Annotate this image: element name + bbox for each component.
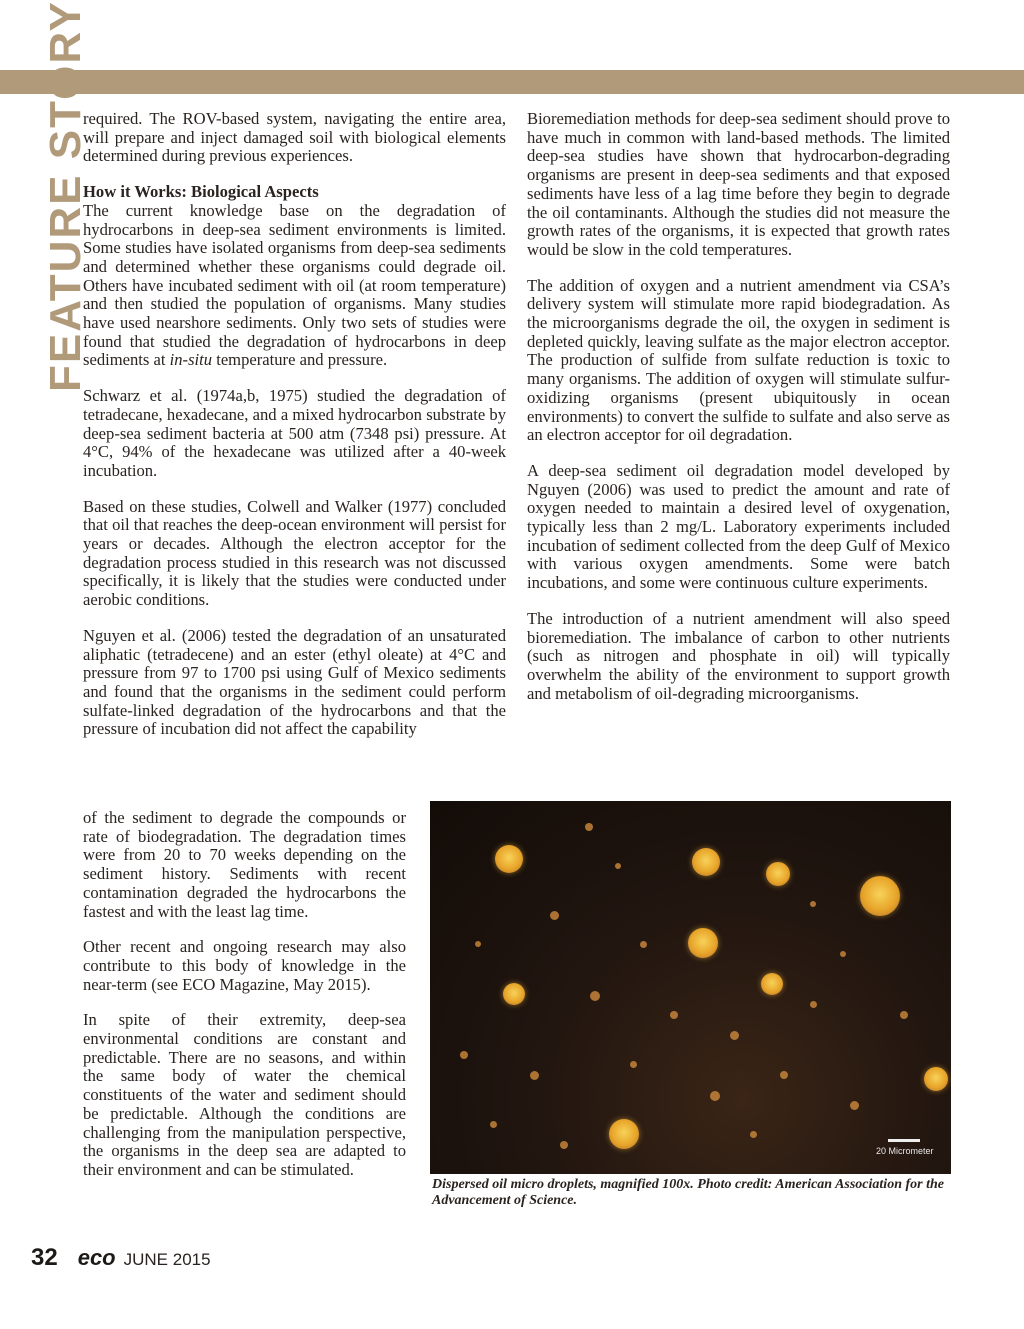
small-droplet xyxy=(780,1071,788,1079)
left-column xyxy=(83,110,506,756)
oil-droplet xyxy=(761,973,783,995)
small-droplet xyxy=(840,951,846,957)
paragraph: Bioremediation methods for deep-sea sediment should prove to have much in common with land-based methods. The limited deep-sea studies have shown that hydrocarbon-degrading organisms are present in deep-sea sediments and that exposed sediments have less of a lag time before they begin to degrade the oil contaminants. Although the studies did not measure the growth rates of the organisms, it is expected that growth rates would be slow in the cold temperatures. xyxy=(527,109,950,259)
oil-droplet xyxy=(495,845,523,873)
small-droplet xyxy=(585,823,593,831)
small-droplet xyxy=(560,1141,568,1149)
small-droplet xyxy=(730,1031,739,1040)
paragraph: Other recent and ongoing research may also contribute to this body of knowledge in the near-term (see ECO Magazine, May 2015). xyxy=(83,937,406,994)
oil-droplet xyxy=(860,876,900,916)
paragraph: Schwarz et al. (1974a,b, 1975) studied the degradation of tetradecane, hexadecane, and a mixed hydrocarbon substrate by deep-sea sediment bacteria at 500 atm (7348 psi) pressure. At 4°C, 94% of the hexadecane was utilized after a 40-week incubation. xyxy=(83,386,506,480)
oil-droplet xyxy=(609,1119,639,1149)
small-droplet xyxy=(630,1061,637,1068)
oil-droplet xyxy=(924,1067,948,1091)
oil-droplet xyxy=(688,928,718,958)
small-droplet xyxy=(640,941,647,948)
header-bar xyxy=(0,70,1024,94)
narrow-column xyxy=(83,809,406,1197)
small-droplet xyxy=(490,1121,497,1128)
section-label: FEATURE STORY xyxy=(41,0,90,392)
oil-droplets-photo xyxy=(430,801,951,1174)
oil-droplet xyxy=(503,983,525,1005)
scale-bar xyxy=(888,1139,920,1142)
small-droplet xyxy=(900,1011,908,1019)
paragraph: Nguyen et al. (2006) tested the degradation of an unsaturated aliphatic (tetradecene) and an ester (ethyl oleate) at 4°C and pressure from 97 to 1700 psi using Gulf of Mexico sediments and found that the organisms in the sediment could perform sulfate-linked degradation of the hydrocarbons and that the pressure of incubation did not affect the capability xyxy=(83,625,506,739)
photo-caption: Dispersed oil micro droplets, magnified 100x. Photo credit: American Association for the Advancement of Science. xyxy=(432,1177,944,1208)
small-droplet xyxy=(475,941,481,947)
small-droplet xyxy=(550,911,559,920)
small-droplet xyxy=(850,1101,859,1110)
issue-date: JUNE 2015 xyxy=(123,1250,211,1269)
paragraph: of the sediment to degrade the compounds or rate of biodegradation. The degradation times were from 20 to 70 weeks depending on the sediment history. Sediments with recent contamination degraded the hydrocarbons the fastest and with the least lag time. xyxy=(83,808,406,921)
small-droplet xyxy=(460,1051,468,1059)
oil-droplet xyxy=(692,848,720,876)
paragraph: Based on these studies, Colwell and Walker (1977) concluded that oil that reaches the deep-ocean environment will persist for years or decades. Although the electron acceptor for the degradation process studied in this research was not discussed specifically, it is likely that the studies were conducted under aerobic conditions. xyxy=(83,496,506,610)
paragraph: A deep-sea sediment oil degradation model developed by Nguyen (2006) was used to predict the amount and rate of oxygen needed to maintain a desired level of oxygenation, typically less than 2 mg/L. Laboratory experiments included incubation of sediment collected from the deep Gulf of Mexico with various oxygen amendments. Some were batch incubations, and some were continuous culture experiments. xyxy=(527,460,950,593)
page-footer xyxy=(31,1244,211,1272)
paragraph: The addition of oxygen and a nutrient amendment via CSA’s delivery system will stimulate more rapid biodegradation. As the microorganisms degrade the oil, the oxygen in sediment is depleted quickly, leaving sulfate as the major electron acceptor. The production of sulfide from sulfate reduction is toxic to many organisms. The addition of oxygen will stimulate sulfur-oxidizing organisms (present ubiquitously in ocean environments) to convert the sulfide to sulfate and also serve as an electron acceptor for oil degradation. xyxy=(527,275,950,445)
small-droplet xyxy=(810,1001,817,1008)
scale-label: 20 Micrometer xyxy=(876,1146,934,1156)
small-droplet xyxy=(670,1011,678,1019)
small-droplet xyxy=(590,991,600,1001)
paragraph: The introduction of a nutrient amendment will also speed bioremediation. The imbalance of carbon to other nutrients (such as nitrogen and phosphate in oil) will typically overwhelm the ability of the environment to support growth and metabolism of oil-degrading microorganisms. xyxy=(527,608,950,703)
paragraph: In spite of their extremity, deep-sea environmental conditions are constant and predictable. There are no seasons, and within the same body of water the chemical constituents of the water and sediment should be predictable. Although the conditions are challenging from the manipulation perspective, the organisms in the deep sea are adapted to their environment and can be stimulated. xyxy=(83,1010,406,1179)
small-droplet xyxy=(710,1091,720,1101)
small-droplet xyxy=(615,863,621,869)
magazine-logo: eco xyxy=(77,1245,116,1270)
paragraph: The current knowledge base on the degradation of hydrocarbons in deep-sea sediment environments is limited. Some studies have isolated organisms from deep-sea sediments and determined whether these organisms could degrade oil. Others have incubated sediment with oil (at room temperature) and then studied the population of organisms. Many studies have used nearshore sediments. Only two sets of studies were found that studied the degradation of hydrocarbons in deep sediments at in-situ temperature and pressure. xyxy=(83,200,506,370)
page-number: 32 xyxy=(31,1244,58,1271)
right-column xyxy=(527,110,950,720)
small-droplet xyxy=(750,1131,757,1138)
oil-droplet xyxy=(766,862,790,886)
paragraph: required. The ROV-based system, navigating the entire area, will prepare and inject damaged soil with biological elements determined during previous experiences. xyxy=(83,109,506,166)
section-heading: How it Works: Biological Aspects xyxy=(83,182,319,202)
small-droplet xyxy=(810,901,816,907)
small-droplet xyxy=(530,1071,539,1080)
